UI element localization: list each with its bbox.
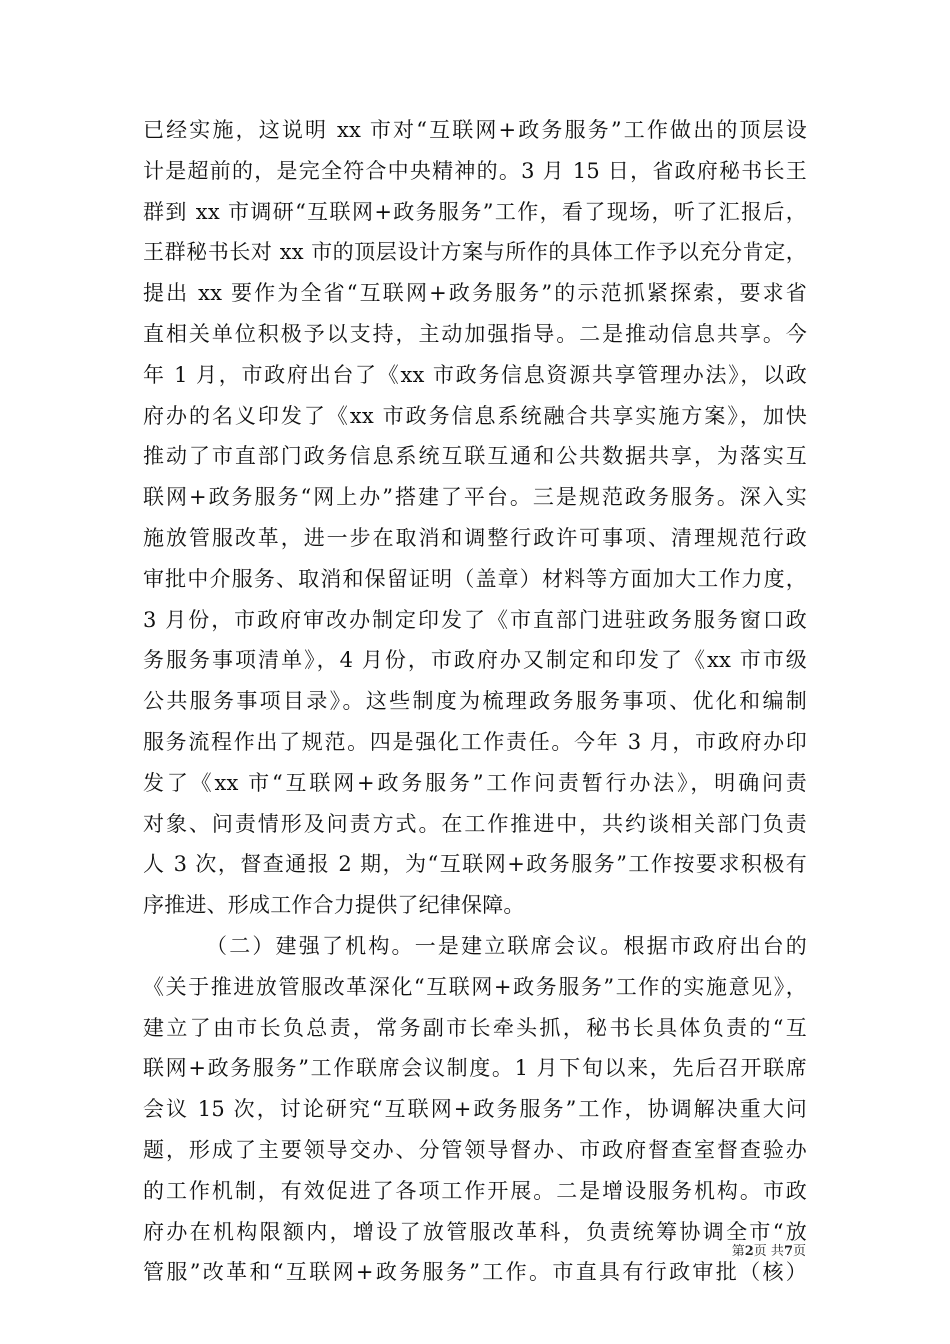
footer-suffix: 页 [792, 1244, 806, 1259]
text-line: 联网+政务服务“网上办”搭建了平台。三是规范政务服务。深入实 [143, 485, 807, 510]
footer-prefix: 第 [731, 1244, 745, 1259]
text-line: 会议 15 次，讨论研究“互联网+政务服务”工作，协调解决重大问 [143, 1097, 807, 1122]
text-line: 人 3 次，督查通报 2 期，为“互联网+政务服务”工作按要求积极有 [143, 852, 807, 877]
page-footer [732, 1243, 806, 1261]
text-line: 题，形成了主要领导交办、分管领导督办、市政府督查室督查验办 [143, 1137, 807, 1162]
text-line: 已经实施，这说明 xx 市对“互联网+政务服务”工作做出的顶层设 [143, 118, 807, 142]
text-line: 计是超前的，是完全符合中央精神的。3 月 15 日，省政府秘书长王 [143, 158, 807, 183]
text-line: 王群秘书长对 xx 市的顶层设计方案与所作的具体工作予以充分肯定， [143, 240, 807, 265]
text-line: 公共服务事项目录》。这些制度为梳理政务服务事项、优化和编制 [143, 689, 807, 714]
current-page-number: 2 [744, 1244, 754, 1259]
text-line: 序推进、形成工作合力提供了纪律保障。 [143, 893, 525, 918]
text-line: 府办的名义印发了《xx 市政务信息系统融合共享实施方案》，加快 [143, 403, 807, 428]
text-line: 提出 xx 要作为全省“互联网+政务服务”的示范抓紧探索，要求省 [143, 281, 807, 306]
text-line: 《关于推进放管服改革深化“互联网+政务服务”工作的实施意见》， [143, 974, 807, 999]
footer-middle: 页 共 [753, 1244, 784, 1259]
body-text [143, 110, 807, 1293]
text-line: 务服务事项清单》，4 月份，市政府办又制定和印发了《xx 市市级 [143, 648, 807, 673]
total-pages-number: 7 [783, 1244, 793, 1259]
text-line: 发了《xx 市“互联网+政务服务”工作问责暂行办法》，明确问责 [143, 770, 807, 795]
text-line: 管服”改革和“互联网+政务服务”工作。市直具有行政审批（核） [143, 1260, 807, 1285]
text-line: 审批中介服务、取消和保留证明（盖章）材料等方面加大工作力度， [143, 566, 807, 591]
text-line: 建立了由市长负总责，常务副市长牵头抓，秘书长具体负责的“互 [143, 1015, 807, 1040]
text-line: 的工作机制，有效促进了各项工作开展。二是增设服务机构。市政 [143, 1178, 807, 1203]
text-line: 推动了市直部门政务信息系统互联互通和公共数据共享，为落实互 [143, 444, 807, 469]
section-heading-line: （二）建强了机构。一是建立联席会议。根据市政府出台的 [206, 933, 807, 958]
text-line: 对象、问责情形及问责方式。在工作推进中，共约谈相关部门负责 [143, 811, 807, 836]
text-line: 3 月份，市政府审改办制定印发了《市直部门进驻政务服务窗口政 [143, 607, 807, 632]
text-line: 直相关单位积极予以支持，主动加强指导。二是推动信息共享。今 [143, 321, 807, 346]
text-line: 联网+政务服务”工作联席会议制度。1 月下旬以来，先后召开联席 [143, 1056, 807, 1081]
text-line: 施放管服改革，进一步在取消和调整行政许可事项、清理规范行政 [143, 525, 807, 550]
text-line: 年 1 月，市政府出台了《xx 市政务信息资源共享管理办法》，以政 [143, 362, 807, 387]
text-line: 群到 xx 市调研“互联网+政务服务”工作，看了现场，听了汇报后， [143, 199, 807, 224]
text-line: 服务流程作出了规范。四是强化工作责任。今年 3 月，市政府办印 [143, 729, 807, 754]
text-line: 府办在机构限额内，增设了放管服改革科，负责统筹协调全市“放 [143, 1219, 807, 1244]
